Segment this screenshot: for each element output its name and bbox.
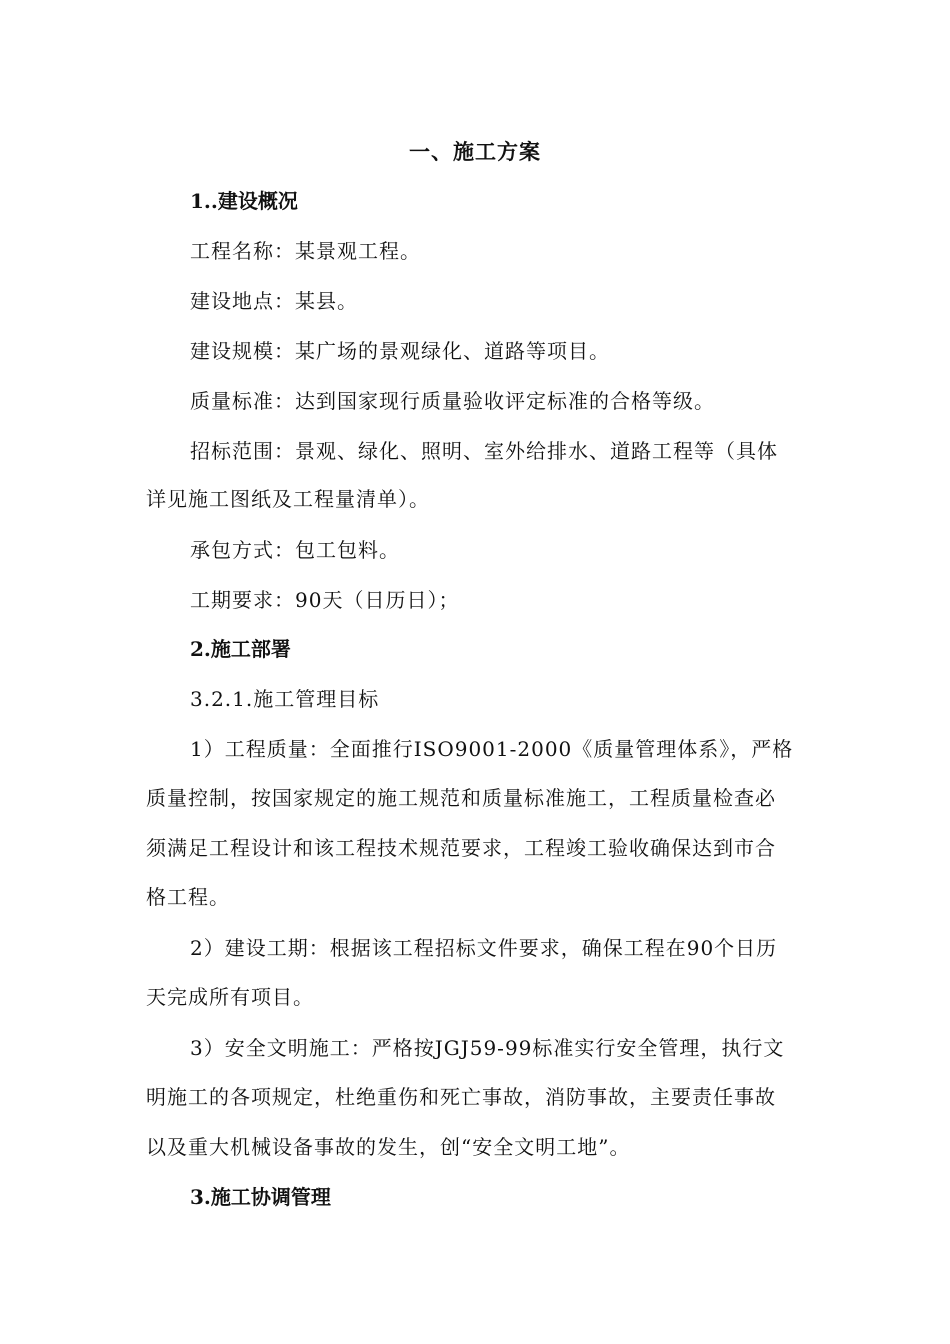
subheading-management-goals: 3.2.1.施工管理目标: [190, 687, 380, 711]
quality-paragraph-line: 格工程。: [146, 885, 230, 909]
quality-paragraph-line: 须满足工程设计和该工程技术规范要求，工程竣工验收确保达到市合: [146, 836, 776, 860]
quality-paragraph-line: 1）工程质量：全面推行ISO9001-2000《质量管理体系》，严格: [190, 737, 794, 761]
project-name-line: 工程名称：某景观工程。: [190, 239, 421, 263]
safety-paragraph-line: 明施工的各项规定，杜绝重伤和死亡事故，消防事故，主要责任事故: [146, 1085, 776, 1109]
safety-paragraph-line: 以及重大机械设备事故的发生，创“安全文明工地”。: [146, 1135, 631, 1159]
section-heading-coordination: 3.施工协调管理: [190, 1185, 331, 1209]
document-title: 一、施工方案: [409, 139, 541, 164]
schedule-line: 工期要求：90天（日历日）；: [190, 588, 460, 612]
project-location-line: 建设地点：某县。: [190, 289, 358, 313]
bid-scope-line: 招标范围：景观、绿化、照明、室外给排水、道路工程等（具体: [190, 439, 778, 463]
schedule-paragraph-line: 2）建设工期：根据该工程招标文件要求，确保工程在90个日历: [190, 936, 778, 960]
schedule-paragraph-line: 天完成所有项目。: [146, 985, 314, 1009]
section-heading-deployment: 2.施工部署: [190, 637, 291, 661]
quality-standard-line: 质量标准：达到国家现行质量验收评定标准的合格等级。: [190, 389, 715, 413]
section-heading-overview: 1..建设概况: [190, 189, 298, 213]
quality-paragraph-line: 质量控制，按国家规定的施工规范和质量标准施工，工程质量检查必: [146, 786, 776, 810]
contract-mode-line: 承包方式：包工包料。: [190, 538, 400, 562]
bid-scope-line-cont: 详见施工图纸及工程量清单）。: [146, 487, 430, 511]
safety-paragraph-line: 3）安全文明施工：严格按JGJ59-99标准实行安全管理，执行文: [190, 1036, 785, 1060]
project-scale-line: 建设规模：某广场的景观绿化、道路等项目。: [190, 339, 610, 363]
